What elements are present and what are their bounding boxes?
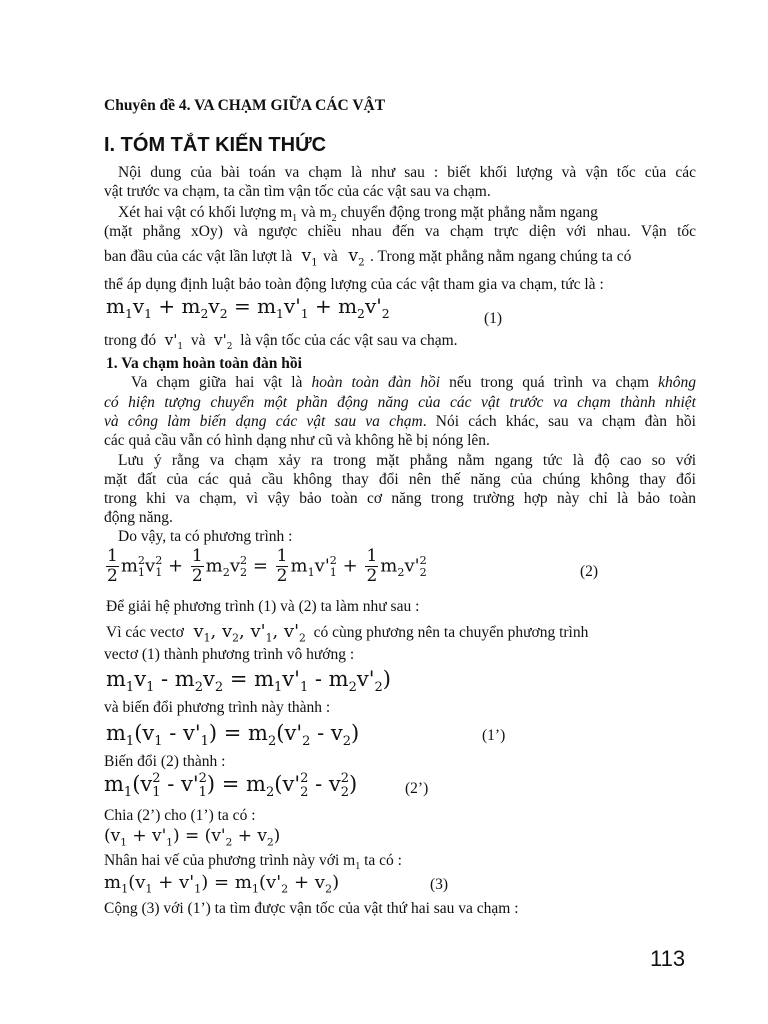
page-number: 113	[650, 946, 686, 971]
para-2-line-3	[104, 247, 696, 272]
para-7: Để giải hệ phương trình (1) và (2) ta làm như sau :	[106, 598, 420, 615]
subsection-1-title: 1. Va chạm hoàn toàn đàn hồi	[106, 355, 302, 372]
equation-2-prime: $m_1(v$ 2 1 - v' 2 1 ) = $m_2(v'$ 2 2 - v 2 2 )	[104, 771, 358, 801]
section-title: I. TÓM TẮT KIẾN THỨC	[104, 134, 327, 156]
equation-scalar: $m_1v_1 - m_2v_2 = m_1v'_1 - m_2v'_2$)	[106, 667, 391, 696]
para-4-line-4: các quả cầu vẫn có hình dạng như cũ và không hề bị nóng lên.	[104, 432, 490, 449]
para-3: trong đó $v'_1$ và $v'_2$ là vận tốc của các vật sau va chạm.	[104, 331, 458, 352]
para-5-line-2: mặt đất của các quả cầu không thay đổi nên thế năng của chúng không thay đổi	[104, 471, 696, 488]
para-9: và biến đổi phương trình này thành :	[104, 699, 331, 716]
para-4-c: . Nói cách khác, sau va chạm đàn hồi	[422, 413, 696, 430]
para-2-line-2: (mặt phẳng xOy) và ngược chiều nhau đến va chạm trực diện với nhau. Vận tốc	[104, 223, 696, 240]
para-3-c: là vận tốc của các vật sau va chạm.	[240, 332, 458, 349]
equation-1-prime: $m_1(v_1 - v'_1) = m_2(v'_2 - v_2)$	[106, 721, 360, 750]
para-2-text-c: chuyển động trong mặt phẳng nằm ngang	[336, 204, 598, 221]
para-4-line-2	[104, 393, 696, 412]
para-4-italic-1: hoàn toàn đàn hồi	[311, 374, 441, 391]
v1-symbol: $v_1$	[296, 246, 318, 269]
equation-1: $m_1v_1 + m_2v_2 = m_1v'_1 + m_2v'_2$	[106, 294, 390, 321]
para-8-line-2: vectơ (1) thành phương trình vô hướng :	[104, 646, 355, 663]
para-3-b: và	[190, 332, 206, 349]
para-2-text-a: Xét hai vật có khối lượng m	[118, 204, 293, 221]
equation-3: $m_1(v_1 + v'_1) = m_1(v'_2 + v_2)$	[104, 872, 340, 896]
para-10: Biến đổi (2) thành :	[104, 753, 226, 770]
para-4-italic-3: có hiện tượng chuyển một phần động năng của các vật trước va chạm thành nhiệt	[104, 394, 696, 411]
para-8-b: có cùng phương nên ta chuyển phương trình	[313, 624, 589, 641]
para-13: Cộng (3) với (1’) ta tìm được vận tốc của vật thứ hai sau va chạm :	[104, 900, 519, 917]
para-12-a: Nhân hai vế của phương trình này với m	[104, 852, 356, 869]
para-4-italic-2: không	[658, 374, 697, 391]
para-5-line-3: trong khi va chạm, vì vậy bảo toàn cơ năng trong trường hợp này chỉ là bảo toàn	[104, 490, 696, 507]
equation-3-number: (3)	[430, 876, 449, 893]
para-4-line-3	[104, 412, 696, 431]
para-2-l3-a: ban đầu của các vật lần lượt là	[104, 248, 293, 265]
para-2-text-b: và m	[297, 204, 332, 221]
equation-1-prime-number: (1’)	[482, 727, 506, 744]
para-4-italic-4: và công làm biến dạng các vật sau va chạm	[104, 413, 423, 430]
equation-1-number: (1)	[484, 310, 503, 327]
para-3-a: trong đó	[104, 332, 157, 349]
para-1-line-1: Nội dung của bài toán va chạm là như sau : biết khối lượng và vận tốc của các	[118, 164, 696, 181]
para-1-line-2: vật trước va chạm, ta cần tìm vận tốc của các vật sau va chạm.	[104, 183, 491, 200]
para-5-line-1: Lưu ý rằng va chạm xảy ra trong mặt phẳng nằm ngang tức là độ cao so với	[118, 452, 696, 469]
para-8-a: Vì các vectơ	[106, 624, 184, 641]
para-2-l3-c: . Trong mặt phẳng nằm ngang chúng ta có	[370, 248, 632, 265]
para-4-a: Va chạm giữa hai vật là	[131, 374, 312, 391]
para-4-line-1	[104, 373, 696, 392]
para-2-line-1: Xét hai vật có khối lượng $m_1$ và $m_2$ chuyển động trong mặt phẳng nằm ngang	[118, 204, 598, 225]
v2-symbol: $v_2$	[337, 246, 365, 269]
para-6: Do vậy, ta có phương trình :	[118, 528, 293, 545]
para-12: Nhân hai vế của phương trình này với $m_1$ ta có :	[104, 852, 402, 873]
para-4-b: nếu trong quá trình va chạm	[440, 374, 659, 391]
para-2-line-4: thể áp dụng định luật bảo toàn động lượng của các vật tham gia va chạm, tức là :	[104, 276, 604, 293]
para-5-line-4: động năng.	[104, 509, 173, 526]
equation-2: $\frac{1}{2}$ m 2 1 v 2 1 + $\frac{1}{2}$ $m_2v$ 2 2 = $\frac{1}{2}$ $m_1v'$ 2 1 + $\frac{1}{2}$ $m_2v'$ 2 2	[107, 546, 427, 586]
equation-ratio: $(v_1 + v'_1) = (v'_2 + v_2)$	[104, 826, 281, 849]
para-8-line-1: Vì các vectơ $v_1$, $v_2$, $v'_1$, $v'_2$ có cùng phương nên ta chuyển phương trình	[106, 621, 589, 645]
equation-2-number: (2)	[580, 563, 599, 580]
chapter-title: Chuyên đề 4. VA CHẠM GIỮA CÁC VẬT	[104, 97, 386, 114]
para-11: Chia (2’) cho (1’) ta có :	[104, 807, 256, 824]
para-2-l3-b: và	[323, 248, 338, 265]
para-12-b: ta có :	[360, 852, 402, 869]
equation-2-prime-number: (2’)	[405, 780, 429, 797]
